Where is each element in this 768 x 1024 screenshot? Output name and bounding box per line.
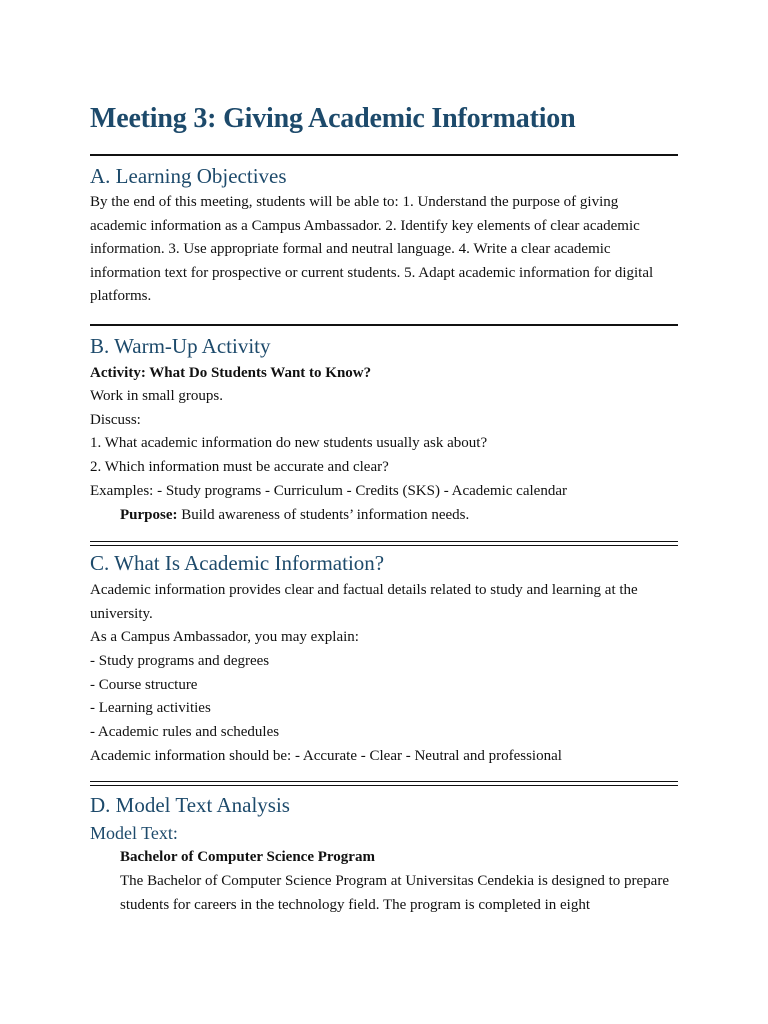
purpose-text: Build awareness of students’ information needs.	[177, 507, 470, 523]
list-item: - Academic rules and schedules	[90, 724, 280, 740]
title-divider	[90, 154, 678, 156]
section-d-heading: D. Model Text Analysis	[90, 793, 290, 817]
model-text-subheading: Model Text:	[90, 823, 178, 843]
list-item: - Study programs and degrees	[90, 653, 270, 669]
warmup-line-group: Work in small groups.	[90, 388, 223, 404]
list-item: - Learning activities	[90, 700, 211, 716]
warmup-examples: Examples: - Study programs - Curriculum - Credits (SKS) - Academic calendar	[90, 483, 567, 499]
warmup-question-2: 2. Which information must be accurate and clear?	[90, 459, 389, 475]
list-item: - Course structure	[90, 677, 198, 693]
learning-objectives-text: By the end of this meeting, students will be able to: 1. Understand the purpose of giving academic information as a Campus Ambassador. 2. Identify key elements of clear academic information. 3. Use appropriate formal and neutral language. 4. Write a clear academic information text for prospective or current students. 5. Adapt academic information for digital platforms.	[90, 194, 654, 304]
activity-title: Activity: What Do Students Want to Know?	[90, 365, 372, 381]
section-c-divider	[90, 781, 678, 786]
section-a-divider	[90, 324, 678, 326]
warmup-purpose	[120, 504, 469, 528]
academic-info-should: Academic information should be: - Accurate - Clear - Neutral and professional	[90, 748, 562, 764]
section-b-divider	[90, 541, 678, 546]
academic-info-intro: Academic information provides clear and factual details related to study and learning at the university.	[90, 582, 638, 622]
program-title: Bachelor of Computer Science Program	[120, 849, 375, 865]
warmup-question-1: 1. What academic information do new students usually ask about?	[90, 435, 488, 451]
program-description: The Bachelor of Computer Science Program at Universitas Cendekia is designed to prepare students for careers in the technology field. The program is completed in eight	[120, 873, 669, 913]
section-b-heading: B. Warm-Up Activity	[90, 334, 271, 358]
section-a-heading: A. Learning Objectives	[90, 164, 287, 188]
ambassador-explain: As a Campus Ambassador, you may explain:	[90, 629, 359, 645]
section-c-heading: C. What Is Academic Information?	[90, 551, 385, 575]
warmup-line-discuss: Discuss:	[90, 412, 141, 428]
page-title: Meeting 3: Giving Academic Information	[90, 103, 576, 134]
purpose-label: Purpose:	[120, 507, 178, 523]
